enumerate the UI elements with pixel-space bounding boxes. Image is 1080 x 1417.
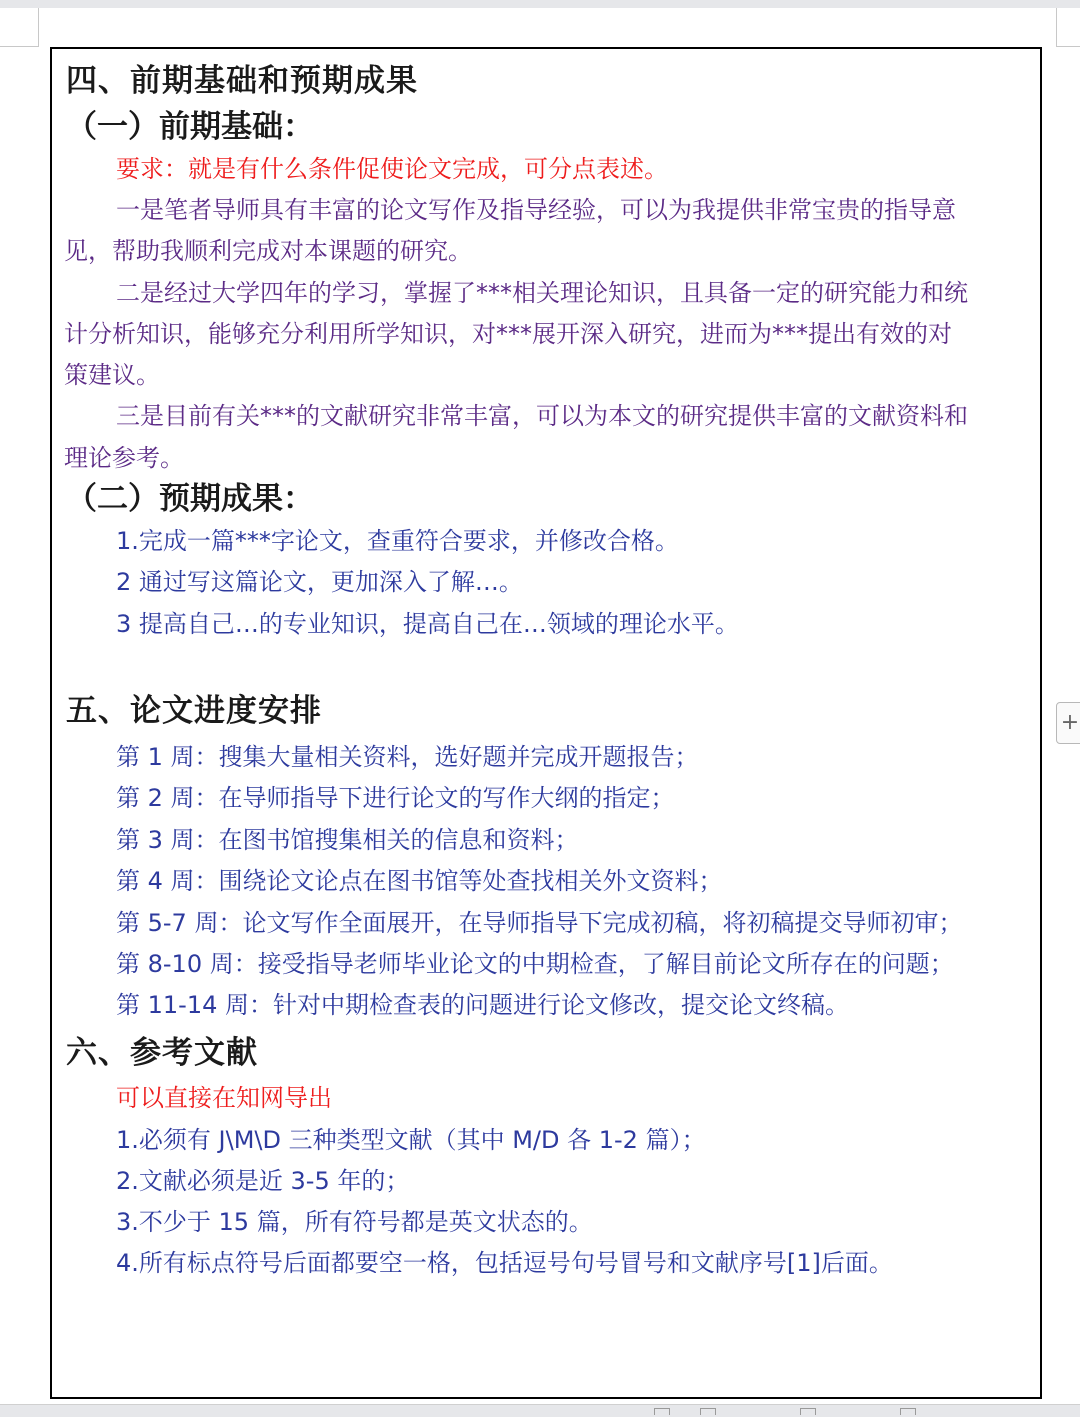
paragraph-line: 理论参考。 (64, 444, 184, 472)
paragraph-line: 见，帮助我顺利完成对本课题的研究。 (64, 237, 472, 265)
status-icon[interactable] (800, 1408, 816, 1415)
schedule-item: 第 11-14 周：针对中期检查表的问题进行论文修改，提交论文终稿。 (116, 991, 849, 1019)
reference-rule: 1.必须有 J\M\D 三种类型文献（其中 M/D 各 1-2 篇）； (116, 1126, 706, 1154)
status-icon[interactable] (700, 1408, 716, 1415)
reference-note: 可以直接在知网导出 (116, 1084, 332, 1112)
schedule-item: 第 1 周：搜集大量相关资料，选好题并完成开题报告； (116, 743, 699, 771)
status-icon[interactable] (654, 1408, 670, 1415)
bottom-status-bar (0, 1404, 1080, 1417)
reference-rule: 4.所有标点符号后面都要空一格，包括逗号句号冒号和文献序号[1]后面。 (116, 1249, 893, 1277)
schedule-item: 第 3 周：在图书馆搜集相关的信息和资料； (116, 826, 579, 854)
top-toolbar-strip (0, 0, 1080, 8)
outcome-item: 2 通过写这篇论文，更加深入了解…。 (116, 568, 523, 596)
paragraph-line: 三是目前有关***的文献研究非常丰富，可以为本文的研究提供丰富的文献资料和 (116, 402, 968, 430)
outcome-item: 1.完成一篇***字论文，查重符合要求，并修改合格。 (116, 527, 679, 555)
margin-corner-mark-left-vertical (38, 8, 39, 47)
requirement-note: 要求：就是有什么条件促使论文完成，可分点表述。 (116, 155, 668, 183)
section-heading-5: 五、论文进度安排 (66, 693, 322, 729)
reference-rule: 2.文献必须是近 3-5 年的； (116, 1167, 410, 1195)
margin-corner-mark-right-vertical (1056, 8, 1057, 47)
margin-corner-mark-left (0, 46, 38, 47)
outcome-item: 3 提高自己…的专业知识，提高自己在…领域的理论水平。 (116, 610, 739, 638)
schedule-item: 第 4 周：围绕论文论点在图书馆等处查找相关外文资料； (116, 867, 723, 895)
reference-rule: 3.不少于 15 篇，所有符号都是英文状态的。 (116, 1208, 593, 1236)
paragraph-line: 计分析知识，能够充分利用所学知识，对***展开深入研究，进而为***提出有效的对 (64, 320, 952, 348)
subsection-heading-foundation: （一）前期基础： (66, 109, 314, 145)
document-page (50, 47, 1042, 1399)
add-icon[interactable]: + (1056, 702, 1080, 744)
schedule-item: 第 5-7 周：论文写作全面展开，在导师指导下完成初稿，将初稿提交导师初审； (116, 909, 963, 937)
schedule-item: 第 2 周：在导师指导下进行论文的写作大纲的指定； (116, 784, 675, 812)
section-heading-4: 四、前期基础和预期成果 (66, 63, 418, 99)
schedule-item: 第 8-10 周：接受指导老师毕业论文的中期检查，了解目前论文所存在的问题； (116, 950, 954, 978)
paragraph-line: 一是笔者导师具有丰富的论文写作及指导经验，可以为我提供非常宝贵的指导意 (116, 196, 956, 224)
paragraph-line: 策建议。 (64, 361, 160, 389)
subsection-heading-outcomes: （二）预期成果： (66, 481, 314, 517)
section-heading-6: 六、参考文献 (66, 1035, 258, 1071)
paragraph-line: 二是经过大学四年的学习，掌握了***相关理论知识，且具备一定的研究能力和统 (116, 279, 968, 307)
status-icon[interactable] (900, 1408, 916, 1415)
margin-corner-mark-right (1056, 46, 1080, 47)
